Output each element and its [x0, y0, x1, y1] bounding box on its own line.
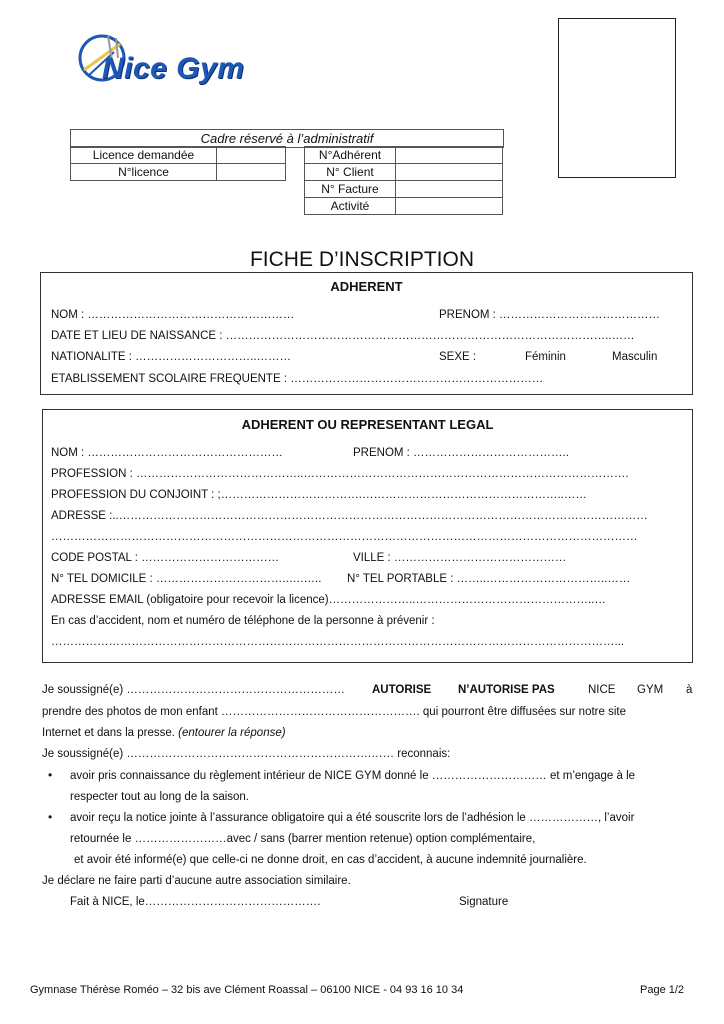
- nationalite-field[interactable]: NATIONALITE : …………………………..………: [51, 351, 292, 363]
- nice-gym-logo: [74, 30, 244, 100]
- admin-value-cell[interactable]: [396, 164, 503, 181]
- legal-nom-field[interactable]: NOM : ……………………………………………: [51, 447, 283, 459]
- adherent-section: [40, 272, 693, 395]
- admin-value-cell[interactable]: [396, 181, 503, 198]
- profession-field[interactable]: PROFESSION : ……………………………………..………………………………………………………………………….: [51, 468, 629, 480]
- adresse-field[interactable]: ADRESSE :..…………………………………………………………………………………………………………………………: [51, 510, 648, 522]
- legal-prenom-field[interactable]: PRENOM : …………………………………..: [353, 447, 569, 459]
- assurance-text: avoir reçu la notice jointe à l’assurance obligatoire qui a été souscrite lors de l’adhésion le ………………, l’avoir: [70, 812, 635, 824]
- admin-label-client: N° Client: [305, 164, 396, 181]
- photo-box: [558, 18, 676, 178]
- soussigne-photo-line[interactable]: Je soussigné(e) …………………………………………………: [42, 684, 345, 696]
- admin-value-cell[interactable]: [217, 164, 286, 181]
- email-field[interactable]: ADRESSE EMAIL (obligatoire pour recevoir la licence)…………………..………………………………………..…: [51, 594, 606, 606]
- logo-text: Nice Gym: [102, 52, 245, 85]
- accident-contact-label: En cas d’accident, nom et numéro de téléphone de la personne à prévenir :: [51, 615, 435, 627]
- representant-section-title: ADHERENT OU REPRESENTANT LEGAL: [241, 417, 494, 432]
- representant-section: [42, 409, 693, 663]
- nautorise-option[interactable]: N’AUTORISE PAS: [458, 684, 555, 696]
- nom-field[interactable]: NOM : ………………………………………………: [51, 309, 295, 321]
- photo-consent-text: prendre des photos de mon enfant ……………………………………………. qui pourront être diffusées sur notre site: [42, 706, 626, 718]
- document-title: FICHE D’INSCRIPTION: [249, 248, 474, 271]
- admin-value-cell[interactable]: [396, 198, 503, 215]
- gym-word: GYM: [637, 684, 664, 696]
- soussigne-reconnais-line[interactable]: Je soussigné(e) ……………………………………………………….…… reconnais:: [42, 748, 451, 760]
- prenom-field[interactable]: PRENOM : ……………………………………: [439, 309, 661, 321]
- sexe-label: SEXE :: [439, 351, 477, 363]
- ville-field[interactable]: VILLE : ………………………………………: [353, 552, 567, 564]
- reglement-text: avoir pris connaissance du règlement intérieur de NICE GYM donné le ………………………… et m’engage à le: [70, 770, 636, 782]
- adresse-line2-field[interactable]: ………………………………………………………………………………………………………………………………………: [51, 531, 638, 543]
- assurance-text-info: et avoir été informé(e) que celle-ci ne donne droit, en cas d’accident, à aucune indemnité journalière.: [74, 854, 587, 866]
- tel-portable-field[interactable]: N° TEL PORTABLE : ……..…………………………..……: [347, 573, 631, 585]
- internet-presse-label: Internet et dans la presse.: [42, 727, 175, 739]
- admin-header: Cadre réservé à l’administratif: [70, 129, 504, 148]
- tel-domicile-field[interactable]: N° TEL DOMICILE : ……………………………..….…..: [51, 573, 322, 585]
- sexe-feminin-option[interactable]: Féminin: [525, 351, 566, 363]
- profession-conjoint-field[interactable]: PROFESSION DU CONJOINT : ;……………………………….……………………………………………..……: [51, 489, 587, 501]
- association-declaration: Je déclare ne faire parti d’aucune autre association similaire.: [42, 875, 351, 887]
- bullet-marker: •: [48, 768, 53, 782]
- admin-value-cell[interactable]: [396, 147, 503, 164]
- admin-right-table: [304, 146, 503, 215]
- internet-presse-text: [42, 727, 286, 739]
- entourer-reponse-hint: (entourer la réponse): [178, 727, 286, 739]
- nice-word: NICE: [588, 684, 616, 696]
- signature-label: Signature: [459, 896, 509, 908]
- admin-label-nlicence: N°licence: [71, 164, 217, 181]
- autorise-option[interactable]: AUTORISE: [372, 684, 432, 696]
- footer-page-number: Page 1/2: [640, 984, 685, 996]
- bullet-marker: •: [48, 810, 53, 824]
- sexe-masculin-option[interactable]: Masculin: [612, 351, 658, 363]
- accident-contact-field[interactable]: …………………………………………………………………………………………………………………………………...: [51, 636, 625, 648]
- reglement-text-cont: respecter tout au long de la saison.: [70, 791, 250, 803]
- admin-label-facture: N° Facture: [305, 181, 396, 198]
- etablissement-field[interactable]: ETABLISSEMENT SCOLAIRE FREQUENTE : …………………………………………………………: [51, 373, 544, 385]
- admin-label-adherent: N°Adhérent: [305, 147, 396, 164]
- a-word: à: [686, 684, 693, 696]
- admin-label-activite: Activité: [305, 198, 396, 215]
- naissance-field[interactable]: DATE ET LIEU DE NAISSANCE : ………………………………………………………………………………………..……: [51, 330, 635, 342]
- adherent-section-title: ADHERENT: [330, 279, 403, 294]
- assurance-text-cont: retournée le ……………………avec / sans (barrer mention retenue) option complémentaire,: [70, 833, 536, 845]
- admin-left-table: [70, 146, 286, 181]
- code-postal-field[interactable]: CODE POSTAL : ………………………………: [51, 552, 280, 564]
- footer-address: Gymnase Thérèse Roméo – 32 bis ave Clément Roassal – 06100 NICE - 04 93 16 10 34: [30, 984, 464, 996]
- admin-value-cell[interactable]: [217, 147, 286, 164]
- admin-label-licence: Licence demandée: [71, 147, 217, 164]
- fait-a-field[interactable]: Fait à NICE, le……………………………………….: [70, 896, 321, 908]
